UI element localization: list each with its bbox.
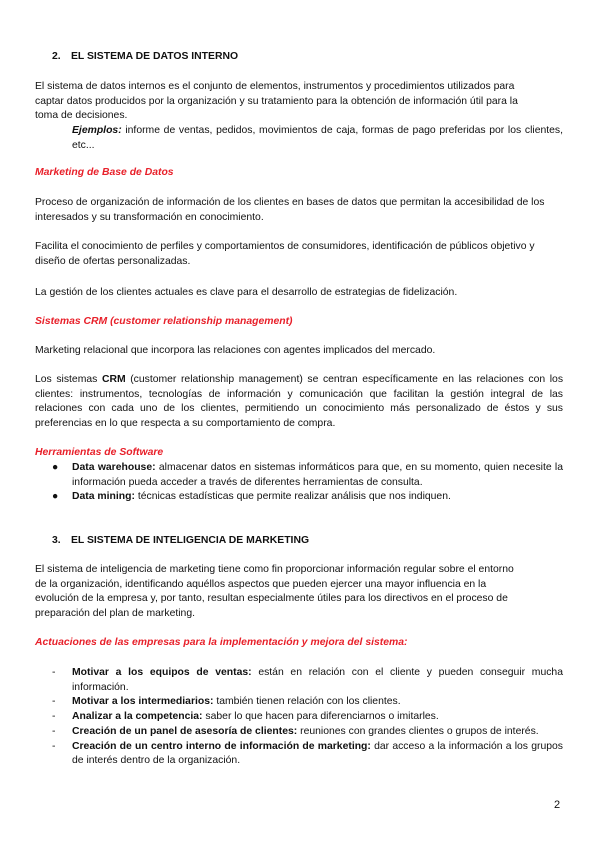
action-term: Creación de un panel de asesoría de clientes: bbox=[72, 725, 298, 737]
actions-heading: Actuaciones de las empresas para la implementación y mejora del sistema: bbox=[35, 637, 408, 648]
crm-heading: Sistemas CRM (customer relationship management) bbox=[35, 316, 293, 327]
action-text: están en relación con el cliente y pueden conseguir mucha información. bbox=[72, 667, 563, 693]
examples-text: informe de ventas, pedidos, movimientos de caja, formas de pago preferidas por los clientes, etc... bbox=[72, 125, 563, 151]
tools-list bbox=[52, 461, 563, 505]
action-text: reuniones con grandes clientes o grupos de interés. bbox=[300, 725, 539, 737]
list-item bbox=[52, 725, 563, 740]
dash-icon: - bbox=[52, 696, 56, 708]
action-term: Motivar a los intermediarios: bbox=[72, 696, 214, 708]
dash-icon: - bbox=[52, 667, 56, 678]
action-term: Creación de un centro interno de información de marketing: bbox=[72, 740, 371, 752]
dash-icon: - bbox=[52, 740, 56, 752]
tool-term: Data warehouse: bbox=[72, 462, 156, 473]
action-text: dar acceso a la información a los grupos de interés dentro de la organización. bbox=[72, 740, 563, 767]
section-2-title: EL SISTEMA DE DATOS INTERNO bbox=[71, 51, 239, 62]
marketing-bd-paragraph-3: La gestión de los clientes actuales es clave para el desarrollo de estrategias de fidelización. bbox=[35, 287, 458, 298]
section-3-number: 3. bbox=[52, 535, 61, 546]
list-item bbox=[52, 461, 563, 490]
dash-icon: - bbox=[52, 725, 56, 737]
section-3-title: EL SISTEMA DE INTELIGENCIA DE MARKETING bbox=[71, 535, 310, 546]
actions-list bbox=[52, 666, 563, 769]
section-2-number: 2. bbox=[52, 51, 61, 62]
tool-text: almacenar datos en sistemas informáticos para que, en su momento, quien necesite la información pueda acceder a través de diferentes herramientas de consulta. bbox=[72, 462, 564, 488]
crm-p2-pre: Los sistemas bbox=[35, 374, 98, 385]
list-item bbox=[52, 710, 563, 725]
crm-p2-post: (customer relationship management) se centran específicamente en las relaciones con los clientes: instrumentos, tecnologías de información y comunicación que facilitan la gestión integral de las relaciones con cada uno de los clientes, permitiendo un conocimiento más personalizado de éstos y sus preferencias en lo que respecta a su comportamiento de compra. bbox=[35, 374, 564, 430]
bullet-icon: ● bbox=[52, 462, 59, 473]
section-3-intro: El sistema de inteligencia de marketing tiene como fin proporcionar información regular sobre el entorno de la organización, identificando aquéllos aspectos que pueden ejercer una mayor influencia en la evolución de la empresa y, por tanto, resultan especialmente útiles para los directivos en el proceso de preparación del plan de marketing. bbox=[35, 564, 514, 620]
action-text: también tienen relación con los clientes. bbox=[216, 696, 401, 708]
action-term: Analizar a la competencia: bbox=[72, 711, 203, 723]
marketing-bd-heading: Marketing de Base de Datos bbox=[35, 167, 174, 178]
list-item bbox=[52, 695, 563, 710]
page-number: 2 bbox=[554, 799, 561, 811]
marketing-bd-paragraph-2: Facilita el conocimiento de perfiles y comportamientos de consumidores, identificación de públicos objetivo y diseño de ofertas personalizadas. bbox=[35, 241, 535, 267]
list-item bbox=[52, 666, 563, 695]
action-term: Motivar a los equipos de ventas: bbox=[72, 667, 252, 678]
section-3-heading bbox=[52, 534, 580, 549]
tool-term: Data mining: bbox=[72, 491, 135, 503]
tool-text: técnicas estadísticas que permite realizar análisis que nos indiquen. bbox=[137, 491, 451, 503]
list-item bbox=[52, 490, 563, 505]
action-text: saber lo que hacen para diferenciarnos o imitarles. bbox=[205, 711, 439, 723]
crm-p2-bold: CRM bbox=[101, 374, 126, 385]
dash-icon: - bbox=[52, 711, 56, 723]
list-item bbox=[52, 740, 563, 769]
section-2-examples bbox=[72, 124, 563, 153]
crm-paragraph-2 bbox=[35, 373, 563, 432]
bullet-icon: ● bbox=[52, 491, 59, 503]
crm-paragraph-1: Marketing relacional que incorpora las relaciones con agentes implicados del mercado. bbox=[35, 345, 436, 356]
marketing-bd-paragraph-1: Proceso de organización de información de los clientes en bases de datos que permitan la accesibilidad de los interesados y su transformación en conocimiento. bbox=[35, 197, 545, 223]
section-2-heading bbox=[52, 50, 580, 65]
tools-heading: Herramientas de Software bbox=[35, 447, 164, 458]
examples-label: Ejemplos: bbox=[72, 125, 122, 136]
section-2-intro: El sistema de datos internos es el conjunto de elementos, instrumentos y procedimientos utilizados para captar datos producidos por la organización y su tratamiento para la obtención de información útil para la toma de decisiones. bbox=[35, 81, 518, 122]
